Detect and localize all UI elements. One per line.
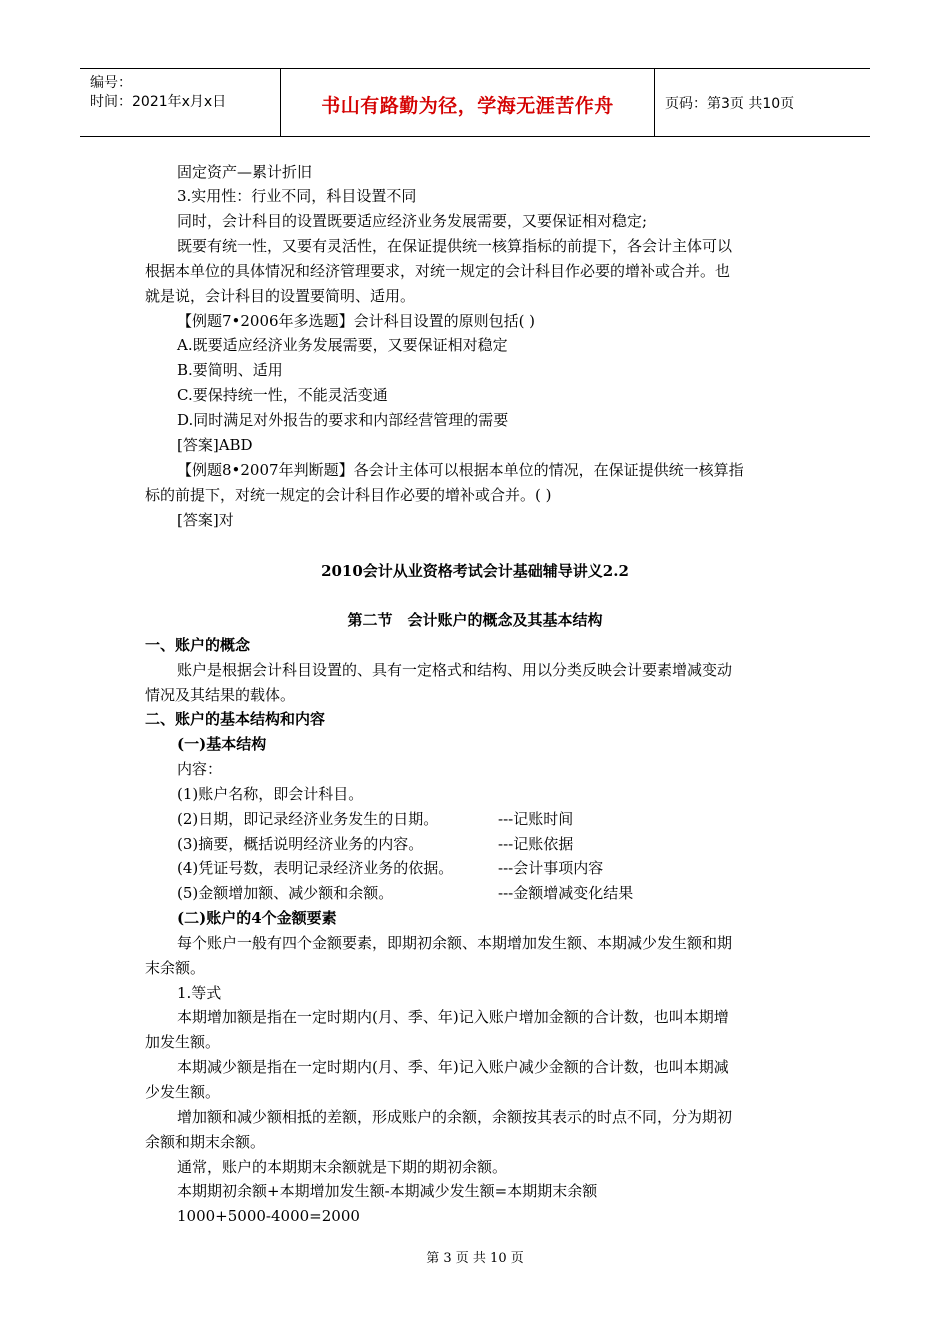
header-motto-cell bbox=[281, 69, 655, 136]
text-line: 本期减少额是指在一定时期内(月、季、年)记入账户减少金额的合计数，也叫本期减 bbox=[177, 1058, 729, 1076]
list-item-note: ---记账依据 bbox=[498, 835, 574, 853]
heading: 一、账户的概念 bbox=[145, 636, 251, 654]
text-line: 加发生额。 bbox=[145, 1033, 221, 1051]
formula: 本期期初余额+本期增加发生额-本期减少发生额=本期期末余额 bbox=[177, 1182, 598, 1200]
list-item bbox=[177, 809, 677, 829]
list-item bbox=[177, 834, 677, 854]
option-b: B.要简明、适用 bbox=[177, 361, 283, 379]
text-line: 情况及其结果的载体。 bbox=[145, 686, 296, 704]
lecture-title: 2010会计从业资格考试会计基础辅导讲义2.2 bbox=[321, 562, 629, 580]
subheading: (二)账户的4个金额要素 bbox=[177, 909, 337, 927]
heading: 二、账户的基本结构和内容 bbox=[145, 710, 326, 728]
header-motto: 书山有路勤为径，学海无涯苦作舟 bbox=[321, 95, 614, 117]
list-item-text: (4)凭证号数，表明记录经济业务的依据。 bbox=[177, 859, 454, 877]
text-line: 内容： bbox=[177, 760, 223, 778]
text-line: 3.实用性：行业不同，科目设置不同 bbox=[177, 187, 417, 205]
text-line: 账户是根据会计科目设置的、具有一定格式和结构、用以分类反映会计要素增减变动 bbox=[177, 661, 733, 679]
list-item bbox=[177, 883, 677, 903]
text-line: 本期增加额是指在一定时期内(月、季、年)记入账户增加金额的合计数，也叫本期增 bbox=[177, 1008, 729, 1026]
header-meta bbox=[80, 69, 281, 136]
list-item bbox=[177, 784, 363, 804]
text-line: 既要有统一性，又要有灵活性，在保证提供统一核算指标的前提下，各会计主体可以 bbox=[177, 237, 733, 255]
option-c: C.要保持统一性，不能灵活变通 bbox=[177, 386, 388, 404]
list-item-note: ---记账时间 bbox=[498, 810, 574, 828]
header-page-number: 页码：第3页 共10页 bbox=[665, 96, 795, 112]
subheading: (一)基本结构 bbox=[177, 735, 267, 753]
formula-example: 1000+5000-4000=2000 bbox=[177, 1207, 360, 1225]
list-item-text: (1)账户名称，即会计科目。 bbox=[177, 785, 364, 803]
text-line: 余额和期末余额。 bbox=[145, 1133, 266, 1151]
answer: [答案]对 bbox=[177, 511, 234, 529]
page-footer: 第 3 页 共 10 页 bbox=[426, 1251, 524, 1266]
text-line: 末余额。 bbox=[145, 959, 206, 977]
option-a: A.既要适应经济业务发展需要，又要保证相对稳定 bbox=[177, 336, 508, 354]
list-item-text: (5)金额增加额、减少额和余额。 bbox=[177, 884, 394, 902]
example-question-cont: 标的前提下，对统一规定的会计科目作必要的增补或合并。( ) bbox=[145, 486, 552, 504]
list-item-text: (3)摘要，概括说明经济业务的内容。 bbox=[177, 835, 424, 853]
page-header bbox=[80, 68, 870, 137]
header-page-cell bbox=[655, 69, 870, 136]
answer: [答案]ABD bbox=[177, 436, 253, 454]
list-item bbox=[177, 858, 677, 878]
text-line: 根据本单位的具体情况和经济管理要求，对统一规定的会计科目作必要的增补或合并。也 bbox=[145, 262, 731, 280]
doc-date-label: 时间：2021年x月x日 bbox=[90, 94, 227, 110]
text-line: 同时，会计科目的设置既要适应经济业务发展需要，又要保证相对稳定; bbox=[177, 212, 648, 230]
doc-number-label: 编号： bbox=[90, 75, 132, 91]
list-item-note: ---会计事项内容 bbox=[498, 859, 604, 877]
example-question: 【例题7•2006年多选题】会计科目设置的原则包括( ) bbox=[177, 312, 536, 330]
text-line: 1.等式 bbox=[177, 984, 222, 1002]
example-question: 【例题8•2007年判断题】各会计主体可以根据本单位的情况，在保证提供统一核算指 bbox=[177, 461, 744, 479]
section-title: 第二节 会计账户的概念及其基本结构 bbox=[347, 611, 603, 629]
text-line: 少发生额。 bbox=[145, 1083, 221, 1101]
text-line: 增加额和减少额相抵的差额，形成账户的余额，余额按其表示的时点不同，分为期初 bbox=[177, 1108, 733, 1126]
text-line: 固定资产—累计折旧 bbox=[177, 163, 313, 181]
list-item-text: (2)日期，即记录经济业务发生的日期。 bbox=[177, 810, 439, 828]
option-d: D.同时满足对外报告的要求和内部经营管理的需要 bbox=[177, 411, 509, 429]
text-line: 就是说，会计科目的设置要简明、适用。 bbox=[145, 287, 416, 305]
text-line: 通常，账户的本期期末余额就是下期的期初余额。 bbox=[177, 1158, 508, 1176]
text-line: 每个账户一般有四个金额要素，即期初余额、本期增加发生额、本期减少发生额和期 bbox=[177, 934, 733, 952]
list-item-note: ---金额增减变化结果 bbox=[498, 884, 634, 902]
